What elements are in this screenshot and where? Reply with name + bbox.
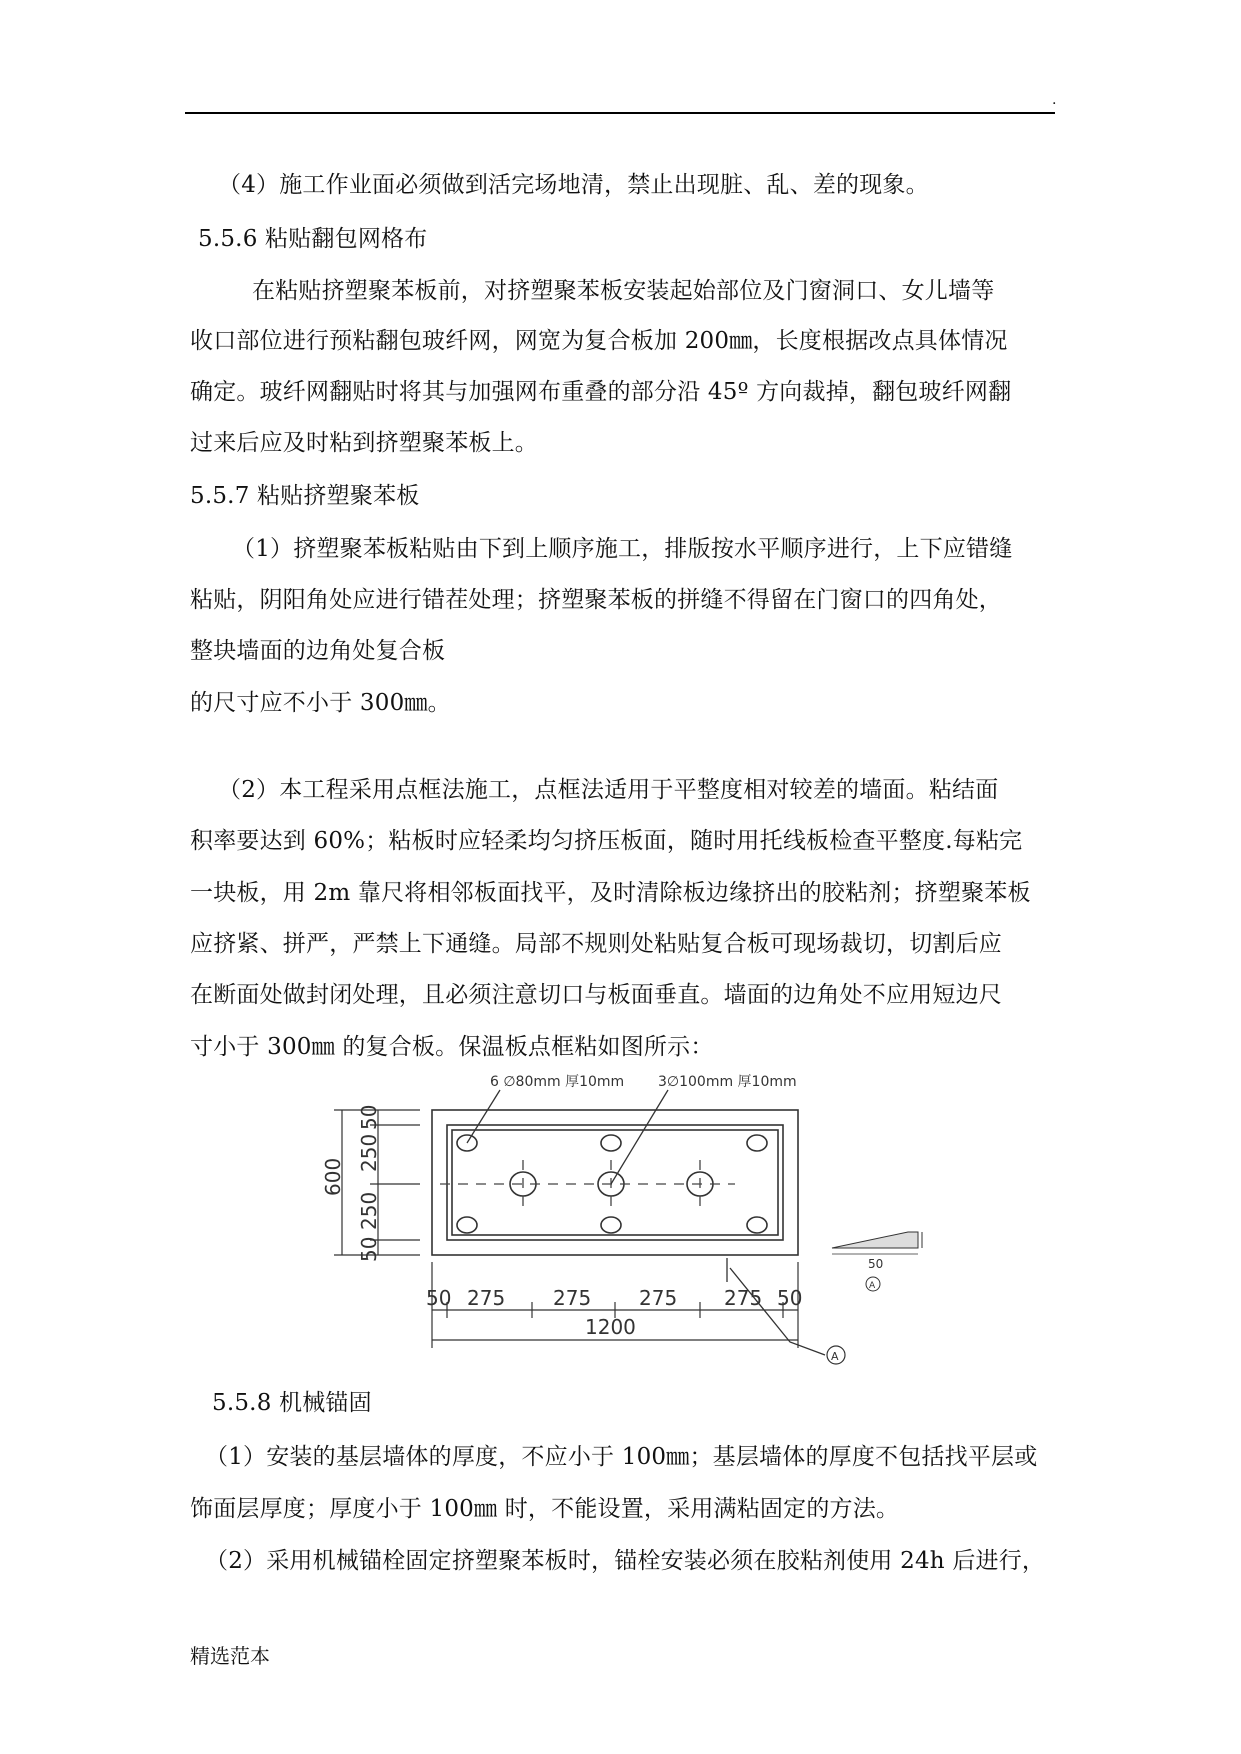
dim-left-label: 250	[357, 1191, 381, 1230]
section-heading: 5.5.8 机械锚固	[212, 1390, 372, 1416]
text-line: 在粘贴挤塑聚苯板前，对挤塑聚苯板安装起始部位及门窗洞口、女儿墙等	[252, 278, 995, 304]
detail-marker-label: A	[869, 1281, 876, 1291]
adhesive-frame-inner	[452, 1130, 778, 1235]
dim-left-label: 50	[357, 1104, 381, 1130]
adhesive-frame-outer	[447, 1125, 783, 1240]
text-line: 饰面层厚度；厚度小于 100㎜ 时，不能设置，采用满粘固定的方法。	[190, 1496, 900, 1522]
section-heading: 5.5.6 粘贴翻包网格布	[198, 226, 428, 252]
label-large-dots: 3∅100mm 厚10mm	[658, 1074, 797, 1090]
dim-left-label: 50	[357, 1236, 381, 1262]
text-line: （1）安装的基层墙体的厚度，不应小于 100㎜；基层墙体的厚度不包括找平层或	[205, 1444, 1038, 1470]
dim-bottom-label: 50	[426, 1286, 452, 1310]
board-outline	[432, 1110, 798, 1255]
text-line: （2）本工程采用点框法施工，点框法适用于平整度相对较差的墙面。粘结面	[218, 777, 999, 803]
detail-marker-label: A	[831, 1350, 839, 1363]
text-line: 寸小于 300㎜ 的复合板。保温板点框粘如图所示：	[190, 1034, 714, 1060]
dim-bottom-label: 275	[639, 1286, 678, 1310]
adhesive-dot-small	[747, 1217, 767, 1233]
dim-left-label: 250	[357, 1133, 381, 1172]
label-small-dots: 6 ∅80mm 厚10mm	[490, 1074, 625, 1090]
text-line: （1）挤塑聚苯板粘贴由下到上顺序施工，排版按水平顺序进行，上下应错缝	[232, 536, 1013, 562]
text-line: 应挤紧、拼严，严禁上下通缝。局部不规则处粘贴复合板可现场裁切，切割后应	[190, 931, 1002, 957]
leader-line	[611, 1090, 668, 1184]
dim-height-total: 600	[321, 1157, 345, 1196]
text-line: 积率要达到 60%；粘板时应轻柔均匀挤压板面，随时用托线板检查平整度.每粘完	[190, 828, 1023, 854]
adhesive-dot-small	[601, 1135, 621, 1151]
dim-bottom-label: 50	[777, 1286, 803, 1310]
text-line: 收口部位进行预粘翻包玻纤网，网宽为复合板加 200㎜，长度根据改点具体情况	[190, 328, 1008, 354]
text-line: （2）采用机械锚栓固定挤塑聚苯板时，锚栓安装必须在胶粘剂使用 24h 后进行，	[205, 1548, 1046, 1574]
text-line: 一块板，用 2m 靠尺将相邻板面找平，及时清除板边缘挤出的胶粘剂；挤塑聚苯板	[190, 880, 1031, 906]
detail-dim-label: 50	[868, 1257, 884, 1271]
text-line: 粘贴，阴阳角处应进行错茬处理；挤塑聚苯板的拼缝不得留在门窗口的四角处，	[190, 587, 1002, 613]
adhesive-dot-small	[747, 1135, 767, 1151]
text-line: 整块墙面的边角处复合板	[190, 638, 446, 664]
leader-line	[467, 1090, 500, 1143]
dim-width-total: 1200	[585, 1315, 636, 1339]
footer-text: 精选范本	[190, 1644, 270, 1668]
text-line: 确定。玻纤网翻贴时将其与加强网布重叠的部分沿 45º 方向裁掉，翻包玻纤网翻	[190, 379, 1012, 405]
text-line: （4）施工作业面必须做到活完场地清，禁止出现脏、乱、差的现象。	[218, 172, 929, 198]
detail-a-section	[832, 1232, 922, 1254]
dim-bottom-label: 275	[467, 1286, 506, 1310]
text-line: 过来后应及时粘到挤塑聚苯板上。	[190, 430, 538, 456]
dim-bottom-label: 275	[724, 1286, 763, 1310]
dim-bottom-label: 275	[553, 1286, 592, 1310]
text-line: 的尺寸应不小于 300㎜。	[190, 690, 451, 716]
section-heading: 5.5.7 粘贴挤塑聚苯板	[190, 483, 420, 509]
adhesive-dot-small	[601, 1217, 621, 1233]
text-line: 在断面处做封闭处理，且必须注意切口与板面垂直。墙面的边角处不应用短边尺	[190, 982, 1002, 1008]
header-mark: .	[1052, 92, 1057, 108]
adhesive-dot-small	[457, 1217, 477, 1233]
